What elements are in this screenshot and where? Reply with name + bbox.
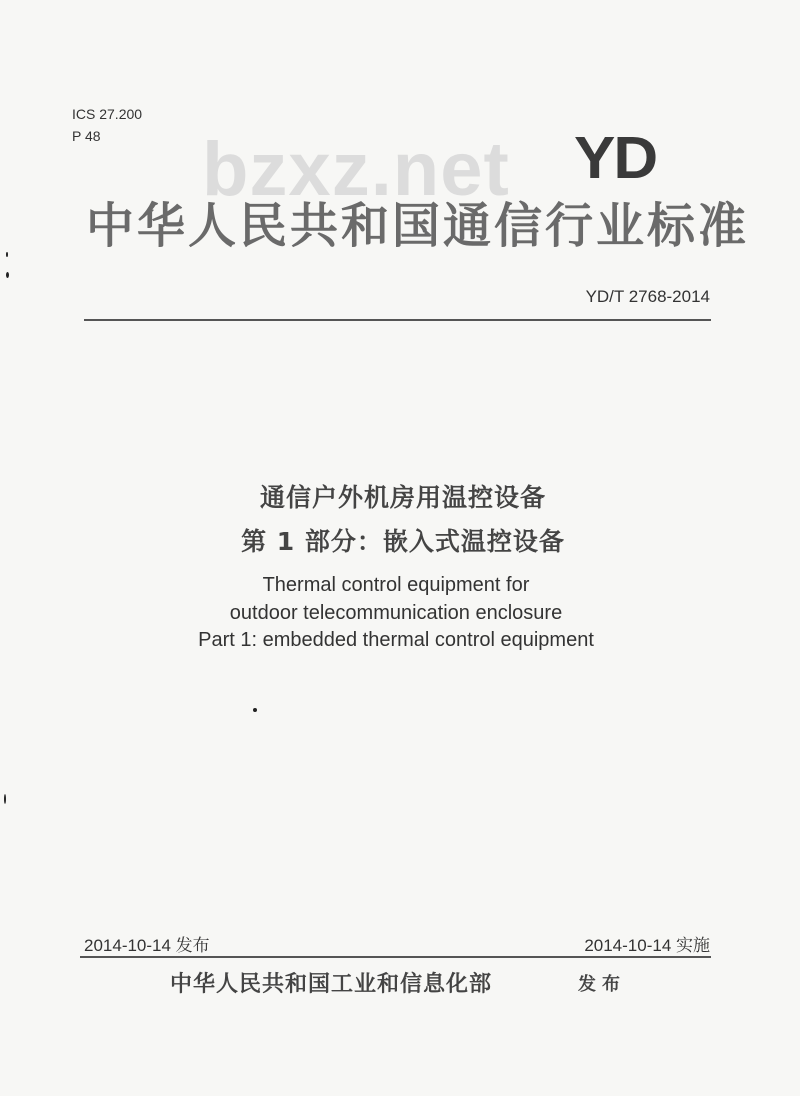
issuing-action: 发布 [578, 974, 626, 995]
top-divider [84, 319, 711, 321]
issuing-authority: 中华人民共和国工业和信息化部 [170, 972, 493, 997]
english-title-line-3: Part 1: embedded thermal control equipment [198, 629, 594, 651]
english-title-line-2: outdoor telecommunication enclosure [229, 602, 563, 624]
chinese-title-line-2: 第 1 部分：嵌入式温控设备 [241, 527, 565, 556]
yd-logo: YD [574, 125, 657, 192]
ccs-code: P 48 [72, 128, 101, 144]
issue-date: 2014-10-14 发布 [84, 936, 210, 955]
watermark: bzxz.net [202, 127, 510, 212]
chinese-title-line-1: 通信户外机房用温控设备 [259, 483, 546, 512]
industry-standard-title: 中华人民共和国通信行业标准 [86, 198, 750, 254]
scan-speck [4, 794, 6, 804]
english-title-line-1: Thermal control equipment for [262, 574, 530, 596]
scan-speck [6, 252, 8, 257]
bottom-divider [80, 956, 711, 958]
scan-speck [6, 272, 9, 278]
implementation-date: 2014-10-14 实施 [584, 936, 710, 955]
scan-speck [253, 708, 257, 712]
standard-number: YD/T 2768-2014 [585, 287, 710, 306]
ics-code: ICS 27.200 [72, 106, 143, 122]
